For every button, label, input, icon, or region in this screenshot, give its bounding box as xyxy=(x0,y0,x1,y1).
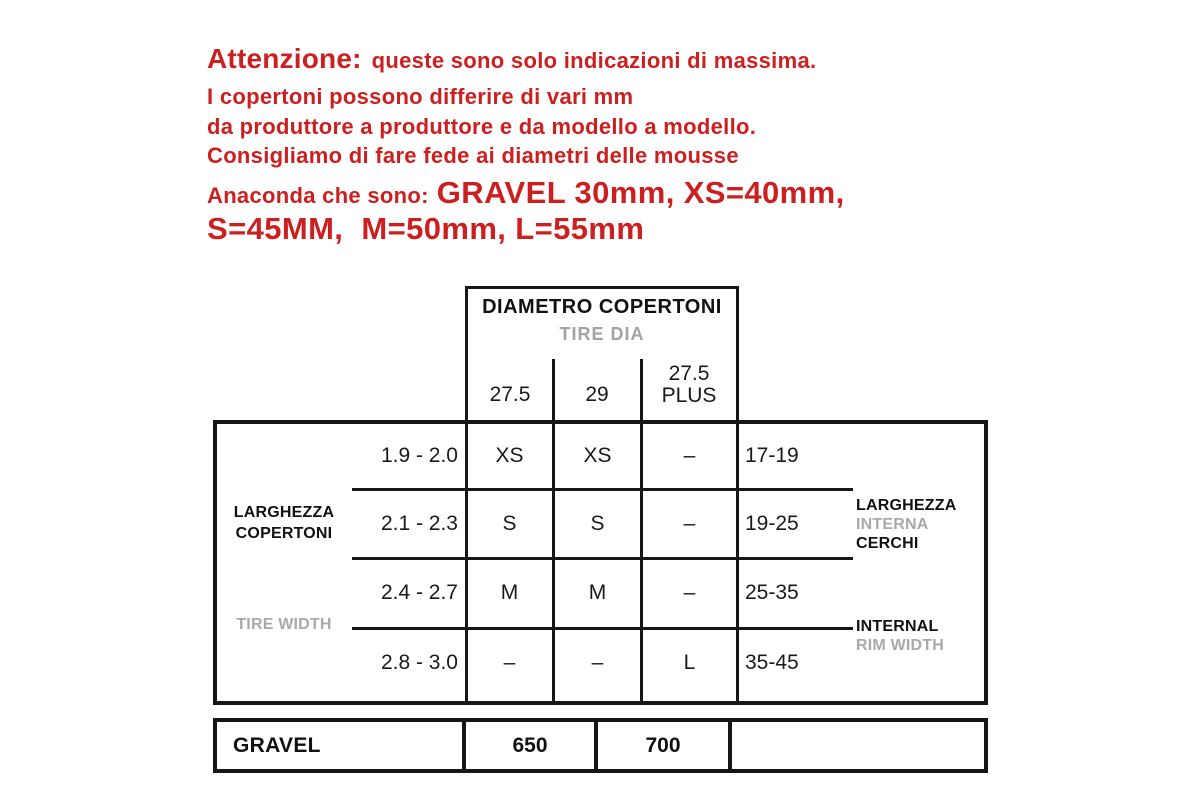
size-cell-29: – xyxy=(591,651,604,674)
warning-line-3: da produttore a produttore e da modello a modello. xyxy=(207,114,757,139)
column-label-27-5: 27.5 xyxy=(489,383,531,406)
size-cell-27-5: – xyxy=(503,651,516,674)
rim-width-value: 25-35 xyxy=(745,581,799,604)
size-cell-29: XS xyxy=(583,444,612,467)
size-cell-27-5: S xyxy=(502,512,517,535)
column-label-27-5-plus-line1: 27.5 xyxy=(668,362,710,385)
right-label-sub2: RIM WIDTH xyxy=(856,637,945,654)
anaconda-lead: Anaconda che sono: xyxy=(207,183,429,208)
size-cell-29: M xyxy=(588,581,607,604)
left-label-line2: COPERTONI xyxy=(235,525,333,542)
warning-line-1 xyxy=(207,44,816,75)
left-label-line1: LARGHEZZA xyxy=(233,504,335,521)
tire-diameter-title: DIAMETRO COPERTONI xyxy=(482,296,722,318)
right-label-sub1: INTERNAL xyxy=(856,618,939,635)
tire-width-value: 1.9 - 2.0 xyxy=(380,444,458,467)
warning-line-1-text: queste sono solo indicazioni di massima. xyxy=(371,48,817,73)
size-cell-27-5: M xyxy=(500,581,519,604)
right-label-line3: CERCHI xyxy=(856,535,919,552)
tire-width-value: 2.8 - 3.0 xyxy=(380,651,458,674)
gravel-650-cell: 650 xyxy=(512,734,548,757)
tire-diameter-subtitle: TIRE DIA xyxy=(559,324,645,344)
rim-width-value: 17-19 xyxy=(745,444,799,467)
table-row-divider-1 xyxy=(352,488,853,491)
right-label-line2: INTERNA xyxy=(856,516,929,533)
table-row-divider-3 xyxy=(352,627,853,630)
right-label-line1: LARGHEZZA xyxy=(856,497,957,514)
tire-width-value: 2.1 - 2.3 xyxy=(380,512,458,535)
gravel-label: GRAVEL xyxy=(233,734,321,757)
size-cell-27-5-plus: L xyxy=(683,651,696,674)
column-label-27-5-plus-line2: PLUS xyxy=(661,384,717,407)
left-label-tire-width: TIRE WIDTH xyxy=(236,616,332,633)
rim-width-value: 19-25 xyxy=(745,512,799,535)
size-cell-27-5-plus: – xyxy=(683,512,696,535)
warning-line-4: Consigliamo di fare fede ai diametri delle mousse xyxy=(207,143,739,168)
warning-attention-lead: Attenzione: xyxy=(207,43,362,74)
header-column-divider-1 xyxy=(552,359,555,420)
warning-line-6: S=45MM, M=50mm, L=55mm xyxy=(207,211,645,246)
rim-width-value: 35-45 xyxy=(745,651,799,674)
size-cell-27-5: XS xyxy=(495,444,524,467)
warning-line-5 xyxy=(207,176,845,210)
table-column-divider-4 xyxy=(736,420,739,705)
right-label-internal-rim-width xyxy=(856,617,986,655)
table-row-divider-2 xyxy=(352,557,853,560)
tire-width-value: 2.4 - 2.7 xyxy=(380,581,458,604)
left-label-larghezza-copertoni xyxy=(222,502,346,544)
column-label-29: 29 xyxy=(585,383,609,406)
mousse-sizes-highlight: GRAVEL 30mm, XS=40mm, xyxy=(436,175,845,210)
warning-line-2: I copertoni possono differire di vari mm xyxy=(207,84,634,109)
column-label-27-5-plus xyxy=(641,363,737,407)
size-cell-27-5-plus: – xyxy=(683,444,696,467)
header-column-divider-2 xyxy=(640,359,643,420)
size-cell-27-5-plus: – xyxy=(683,581,696,604)
size-cell-29: S xyxy=(590,512,605,535)
gravel-700-cell: 700 xyxy=(645,734,681,757)
right-label-larghezza-interna-cerchi xyxy=(856,496,986,553)
